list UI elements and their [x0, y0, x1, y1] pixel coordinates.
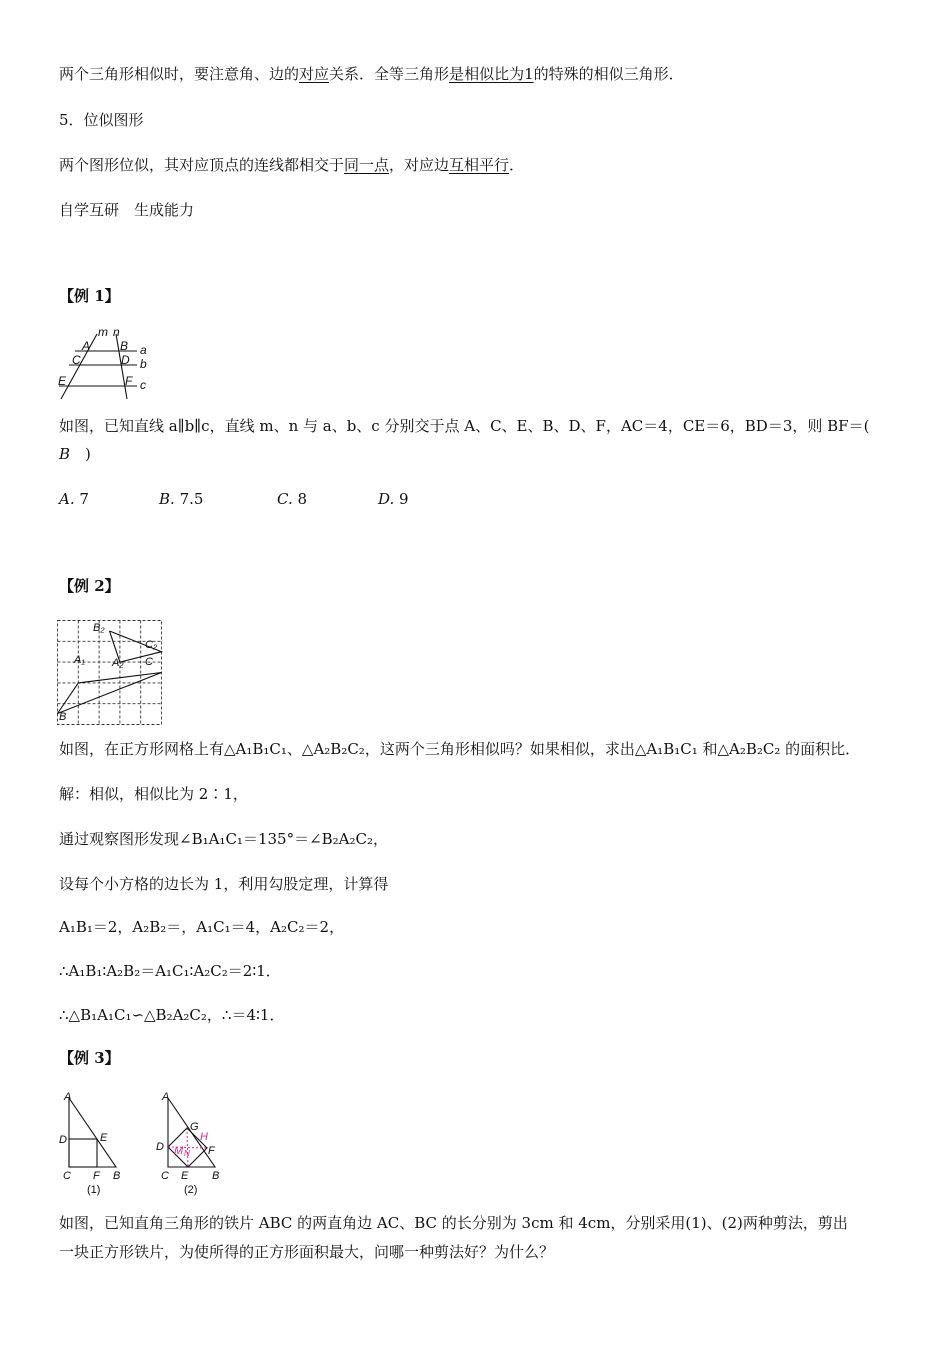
label-C: C [145, 656, 153, 668]
closing-paren: ) [85, 445, 91, 463]
intro-line-3 [59, 155, 524, 175]
f2-label-H: H [200, 1131, 208, 1143]
example-2-solution-4: A₁B₁＝2，A₂B₂＝，A₁C₁＝4，A₂C₂＝2， [59, 918, 345, 936]
text-segment: 的特殊的相似三角形． [533, 65, 684, 83]
label-m: m [98, 325, 108, 339]
example-2-solution-1: 解：相似，相似比为 2∶1， [59, 785, 248, 803]
text-segment: 关系．全等三角形 [329, 65, 450, 83]
f1-label-A: A [64, 1091, 72, 1103]
label-B: B [59, 711, 67, 723]
fill-blank: 对应 [299, 65, 330, 83]
example-2-label: 【例 2】 [59, 577, 120, 595]
f2-label-M: M [174, 1145, 184, 1157]
text-segment: ． [509, 156, 525, 174]
option-b: B. 7.5 [159, 490, 204, 508]
text-segment: 两个图形位似，其对应顶点的连线都相交于 [59, 156, 345, 174]
label-A1: A₁ [74, 654, 85, 666]
f1-label-B: B [113, 1170, 121, 1182]
label-a: a [140, 343, 147, 357]
fill-blank: 同一点 [344, 156, 390, 174]
option-d: D. 9 [378, 490, 409, 508]
f1-caption: (1) [87, 1184, 101, 1196]
example-3-question-1: 如图，已知直角三角形的铁片 ABC 的两直角边 AC、BC 的长分别为 3cm 和 4cm，分别采用(1)、(2)两种剪法，剪出 [59, 1214, 848, 1232]
example-1-figure [55, 324, 160, 402]
f2-label-D: D [156, 1141, 164, 1153]
f2-caption: (2) [184, 1184, 198, 1196]
f2-label-N: N [184, 1149, 190, 1158]
f2-label-A: A [162, 1091, 170, 1103]
fill-blank: 相似比为1 [464, 65, 534, 83]
example-3-question-2: 一块正方形铁片，为使所得的正方形面积最大，问哪一种剪法好？为什么？ [59, 1243, 555, 1261]
fill-blank: 互相平行 [449, 156, 510, 174]
answer-value: B [59, 445, 71, 463]
example-1-label: 【例 1】 [59, 287, 120, 305]
example-2-solution-5: ∴A₁B₁∶A₂B₂＝A₁C₁∶A₂C₂＝2∶1． [59, 962, 281, 980]
label-F: F [125, 374, 133, 388]
option-a: A. 7 [59, 490, 89, 508]
label-E: E [58, 374, 67, 388]
example-3-label: 【例 3】 [59, 1049, 120, 1067]
text-segment: 两个三角形相似时，要注意角、边的 [59, 65, 300, 83]
f1-label-E: E [100, 1132, 108, 1144]
option-c: C. 8 [277, 490, 308, 508]
label-D: D [121, 353, 130, 367]
example-2-solution-3: 设每个小方格的边长为 1，利用勾股定理，计算得 [59, 875, 389, 893]
label-b: b [140, 357, 147, 371]
label-B2: B₂ [93, 622, 105, 634]
example-1-options [59, 489, 409, 509]
example-1-question: 如图，已知直线 a∥b∥c，直线 m、n 与 a、b、c 分别交于点 A、C、E、B、D、F，AC＝4，CE＝6，BD＝3，则 BF＝( [59, 417, 870, 435]
label-n: n [113, 325, 120, 339]
label-B: B [120, 339, 129, 353]
section-5-title: 5．位似图形 [59, 111, 144, 129]
example-1-answer-line [59, 444, 91, 464]
label-A2: A₂ [112, 657, 124, 669]
label-c: c [140, 378, 146, 392]
triangle-a1b1c1 [58, 673, 162, 714]
f1-label-C: C [63, 1170, 71, 1182]
label-A: A [82, 339, 91, 353]
example-2-solution-6: ∴△B₁A₁C₁∽△B₂A₂C₂，∴＝4∶1． [59, 1006, 285, 1024]
f2-label-E: E [181, 1170, 189, 1182]
example-2-figure [56, 619, 164, 727]
label-C2: C₂ [145, 639, 158, 651]
text-segment: ，对应边 [389, 156, 450, 174]
f2-label-F: F [208, 1145, 215, 1157]
intro-line-1 [59, 64, 684, 84]
example-3-figure [58, 1086, 228, 1200]
figure-1-shapes [69, 1098, 116, 1167]
grid [58, 621, 162, 725]
f1-label-D: D [59, 1134, 67, 1146]
section-heading: 自学互研 生成能力 [59, 201, 195, 219]
f1-label-F: F [93, 1170, 100, 1182]
example-2-question: 如图，在正方形网格上有△A₁B₁C₁、△A₂B₂C₂，这两个三角形相似吗？如果相似，求出△A₁B₁C₁ 和△A₂B₂C₂ 的面积比． [59, 740, 861, 758]
label-C: C [72, 353, 81, 367]
example-2-solution-2: 通过观察图形发现∠B₁A₁C₁＝135°＝∠B₂A₂C₂， [59, 830, 389, 848]
f2-label-B: B [212, 1170, 220, 1182]
f2-label-G: G [190, 1121, 199, 1133]
f2-label-C: C [161, 1170, 169, 1182]
fill-blank: 是 [449, 65, 465, 83]
